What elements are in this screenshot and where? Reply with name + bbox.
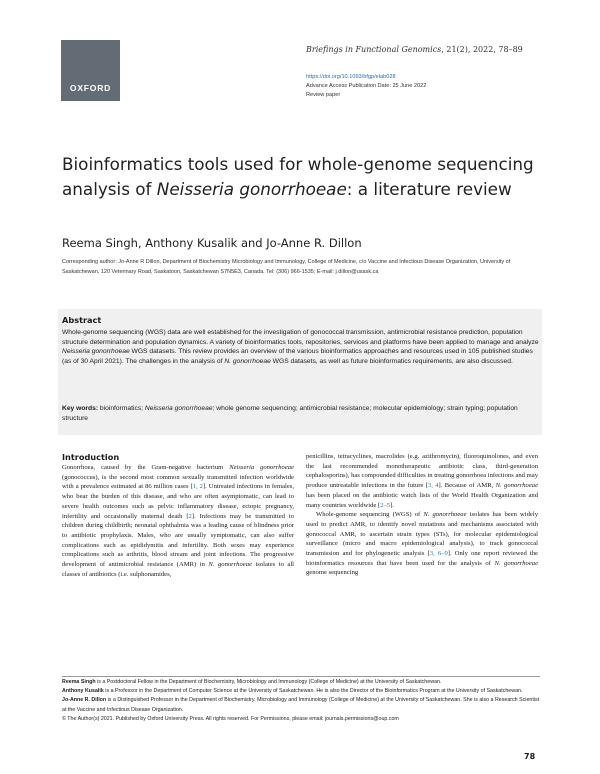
logo-text: OXFORD (69, 83, 112, 93)
abstract-heading: Abstract (62, 315, 102, 325)
author-note: Reema Singh is a Postdoctoral Fellow in the Department of Biochemistry, Microbiology and Immunology (College of Medicine) at the University of Saskatchewan. (62, 679, 442, 685)
publication-date: Advance Access Publication Date: 25 June 2022 (306, 83, 427, 89)
copyright: © The Author(s) 2021. Published by Oxford University Press. All rights reserved. For Permissions, please email: journals.permissions@oup.com (62, 715, 399, 722)
intro-paragraph-2: Whole-genome sequencing (WGS) of N. gonorrhoeae isolates has been widely used to predict AMR, to identify novel mutations and mechanisms associated with gonococcal AMR, to ascertain strain types (STs), for molecular epidemiological surveillance (micro and macro epidemiological analysis), to track gonococcal transmission and for phylogenetic analysis [3, 6–9]. Only one report reviewed the bioinformatics resources that have been used for the analysis of N. gonorrhoeae genome sequencing (306, 511, 539, 577)
title-part2: : a literature review (346, 179, 512, 199)
keywords-label: Key words: (62, 405, 99, 412)
footnote-divider (62, 676, 540, 677)
keywords: Key words: bioinformatics; Neisseria gonorrhoeae; whole genome sequencing; antimicrobial resistance; molecular epidemiology; strain typing; population structure (62, 405, 518, 422)
abstract-text: Whole-genome sequencing (WGS) data are well established for the investigation of gonococcal transmission, antimicrobial resistance prediction, population structure determination and population dynamics. A variety of bioinformatics tools, repositories, services and platforms have been applied to manage and analyze Neisseria gonorrhoeae WGS datasets. This review provides an overview of the various bioinformatics approaches and resources used in 105 published studies (as of 30 April 2021). The challenges in the analysis of N. gonorrhoeae WGS datasets, as well as future bioinformatics requirements, are also discussed. (62, 329, 539, 365)
citation-link[interactable]: 2–5 (380, 501, 391, 509)
introduction-heading: Introduction (62, 452, 120, 462)
page-number: 78 (524, 752, 536, 761)
body-column-left (62, 463, 294, 579)
intro-paragraph-1: Gonorrhoea, caused by the Gram-negative bacterium Neisseria gonorrhoeae (gonococcus), is the second most common sexually transmitted infection worldwide with a prevalence estimated at 86 million cases [1, 2]. Untreated infections in females, who bear the burden of this disease, and who are often asymptomatic, can lead to severe health outcomes such as pelvic inflammatory disease, ectopic pregnancy, infertility and occasionally maternal death [2]. Infections may be transmitted to children during childbirth; neonatal ophthalmia was a leading cause of blindness prior to antibiotic prophylaxis. Males, who are usually symptomatic, can also suffer complications such as epididymitis and infertility. Both sexes may experience complications such as arthritis, blood stream and joint infections. The progressive development of antimicrobial resistance (AMR) in N. gonorrhoeae isolates to all classes of antibiotics (i.e. sulphonamides, (62, 464, 294, 578)
paper-type: Review paper (306, 92, 341, 98)
oxford-logo (61, 40, 120, 101)
citation-link[interactable]: 1, 2 (192, 483, 203, 491)
author-note: Jo-Anne R. Dillon is a Distinguished Professor in the Department of Biochemistry, Microbiology and Immunology (College of Medicine) at the University of Saskatchewan. She is also a Research Scientist at the Vaccine and Infectious Disease Organization. (62, 697, 540, 713)
title-part1: Bioinformatics tools used for whole-genome sequencing analysis of (62, 154, 534, 199)
journal-volume: , 21(2), 2022, 78–89 (441, 45, 523, 54)
author-list: Reema Singh, Anthony Kusalik and Jo-Anne R. Dillon (62, 236, 362, 250)
author-note: Anthony Kusalik is a Professor in the Department of Computer Science at the University of Saskatchewan. He is also the Director of the Bioinformatics Program at the University of Saskatchewan. (62, 688, 523, 695)
journal-name: Briefings in Functional Genomics (306, 45, 442, 54)
body-column-right (306, 452, 538, 578)
correspondence: Corresponding author: Jo-Anne R Dillon, Department of Biochemistry Microbiology and Immunology, College of Medicine, c/o Vaccine and Infectious Disease Organization, University of Saskatchewan, 120 Veterinary Road, Saskatoon, Saskatchewan S7N5E3, Canada. Tel: (306) 966-1535; E-mail: j.dillon@usask.ca (62, 259, 511, 275)
citation-link[interactable]: 2 (188, 512, 192, 520)
article-title (62, 152, 542, 202)
journal-citation (306, 45, 523, 54)
author-notes (62, 678, 540, 724)
title-species: Neisseria gonorrhoeae (156, 179, 347, 199)
intro-paragraph-1-cont: penicillins, tetracyclines, macrolides (e.g. azithromycin), fluoroquinolones, and even the last recommended monotherapeutic antibiotic class, third-generation cephalosporins), has compounded difficulties in treating gonorrhoea infections and may produce untreatable infections in the future [3, 4]. Because of AMR, N. gonorrhoeae has been placed on the antibiotic watch lists of the World Health Organization and many countries worldwide [2–5]. (306, 453, 539, 509)
citation-link[interactable]: 3, 6–9 (429, 550, 448, 558)
doi-link[interactable]: https://doi.org/10.1093/bfgp/elab028 (306, 74, 396, 80)
citation-link[interactable]: 3, 4 (427, 482, 439, 490)
